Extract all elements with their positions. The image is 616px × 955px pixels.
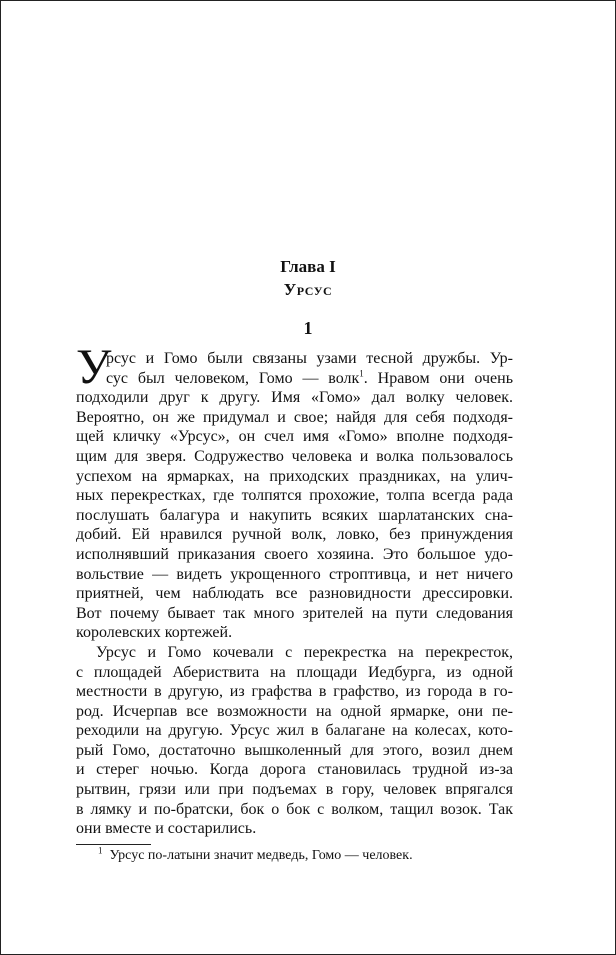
text-line: Вероятно, он же придумал и свое; найдя для себя подходя- — [76, 408, 513, 426]
section-number: 1 — [303, 318, 313, 338]
chapter-heading: Глава I — [280, 257, 336, 276]
text-line: королевских кортежей. — [76, 624, 233, 642]
text-line: Вот почему бывает так много зрителей на пути следования — [76, 604, 513, 622]
footnote — [98, 847, 413, 865]
footnote-marker: 1 — [98, 845, 103, 856]
text-line: добий. Ей нравился ручной волк, ловко, без принуждения — [76, 526, 513, 544]
chapter-title: Урсус — [283, 280, 333, 299]
text-line: ных перекрестках, где толпятся прохожие, толпа всегда рада — [76, 487, 513, 505]
text-line-part: сус был человеком, Гомо — волк — [106, 369, 360, 387]
text-line: успехом на ярмарках, на приходских праздниках, на улич- — [76, 467, 513, 485]
footnote-text: Урсус по-латыни значит медведь, Гомо — человек. — [109, 848, 413, 863]
text-line: они вместе и состарились. — [76, 820, 257, 838]
text-line: с площадей Абериствита на площади Иедбурга, из одной — [76, 663, 513, 681]
text-line: вольствие — видеть укрощенного строптивца, и нет ничего — [76, 565, 513, 583]
text-line: Урсус и Гомо кочевали с перекрестка на перекресток, — [96, 643, 513, 661]
text-line: и стерег ночью. Когда дорога становилась трудной из-за — [76, 761, 513, 779]
text-line: род. Исчерпав все возможности на одной ярмарке, они пе- — [76, 702, 513, 720]
text-line: щим для зверя. Содружество человека и волка пользовалось — [76, 447, 513, 465]
text-line: исполнявший приказания своего хозяина. Это большое удо- — [76, 545, 513, 563]
footnote-divider — [76, 844, 151, 845]
text-line-part: . Нравом они очень — [363, 369, 514, 387]
text-line: рсус и Гомо были связаны узами тесной дружбы. Ур- — [106, 350, 513, 367]
text-line: щей кличку «Урсус», он счел имя «Гомо» вполне подходя- — [76, 428, 513, 446]
text-line: рытвин, грязи или при подъемах в гору, человек впрягался — [76, 781, 513, 799]
drop-cap: У — [76, 338, 112, 394]
text-line: подходили друг к другу. Имя «Гомо» дал волку человек. — [76, 389, 513, 407]
text-line: в лямку и по-братски, бок о бок с волком, тащил возок. Так — [76, 800, 513, 818]
text-line: местности в другую, из графства в графство, из города в го- — [76, 683, 513, 701]
text-line: рый Гомо, достаточно вышколенный для этого, возил днем — [76, 741, 513, 759]
body-text — [76, 349, 513, 839]
footnote-ref[interactable]: 1 — [359, 368, 364, 379]
text-line: приятней, чем наблюдать все разновидности дрессировки. — [76, 585, 513, 603]
text-line: реходили на другую. Урсус жил в балагане на колесах, кото- — [76, 722, 513, 740]
text-line — [76, 369, 513, 389]
text-line: послушать балагура и накупить всяких шарлатанских сна- — [76, 506, 513, 524]
